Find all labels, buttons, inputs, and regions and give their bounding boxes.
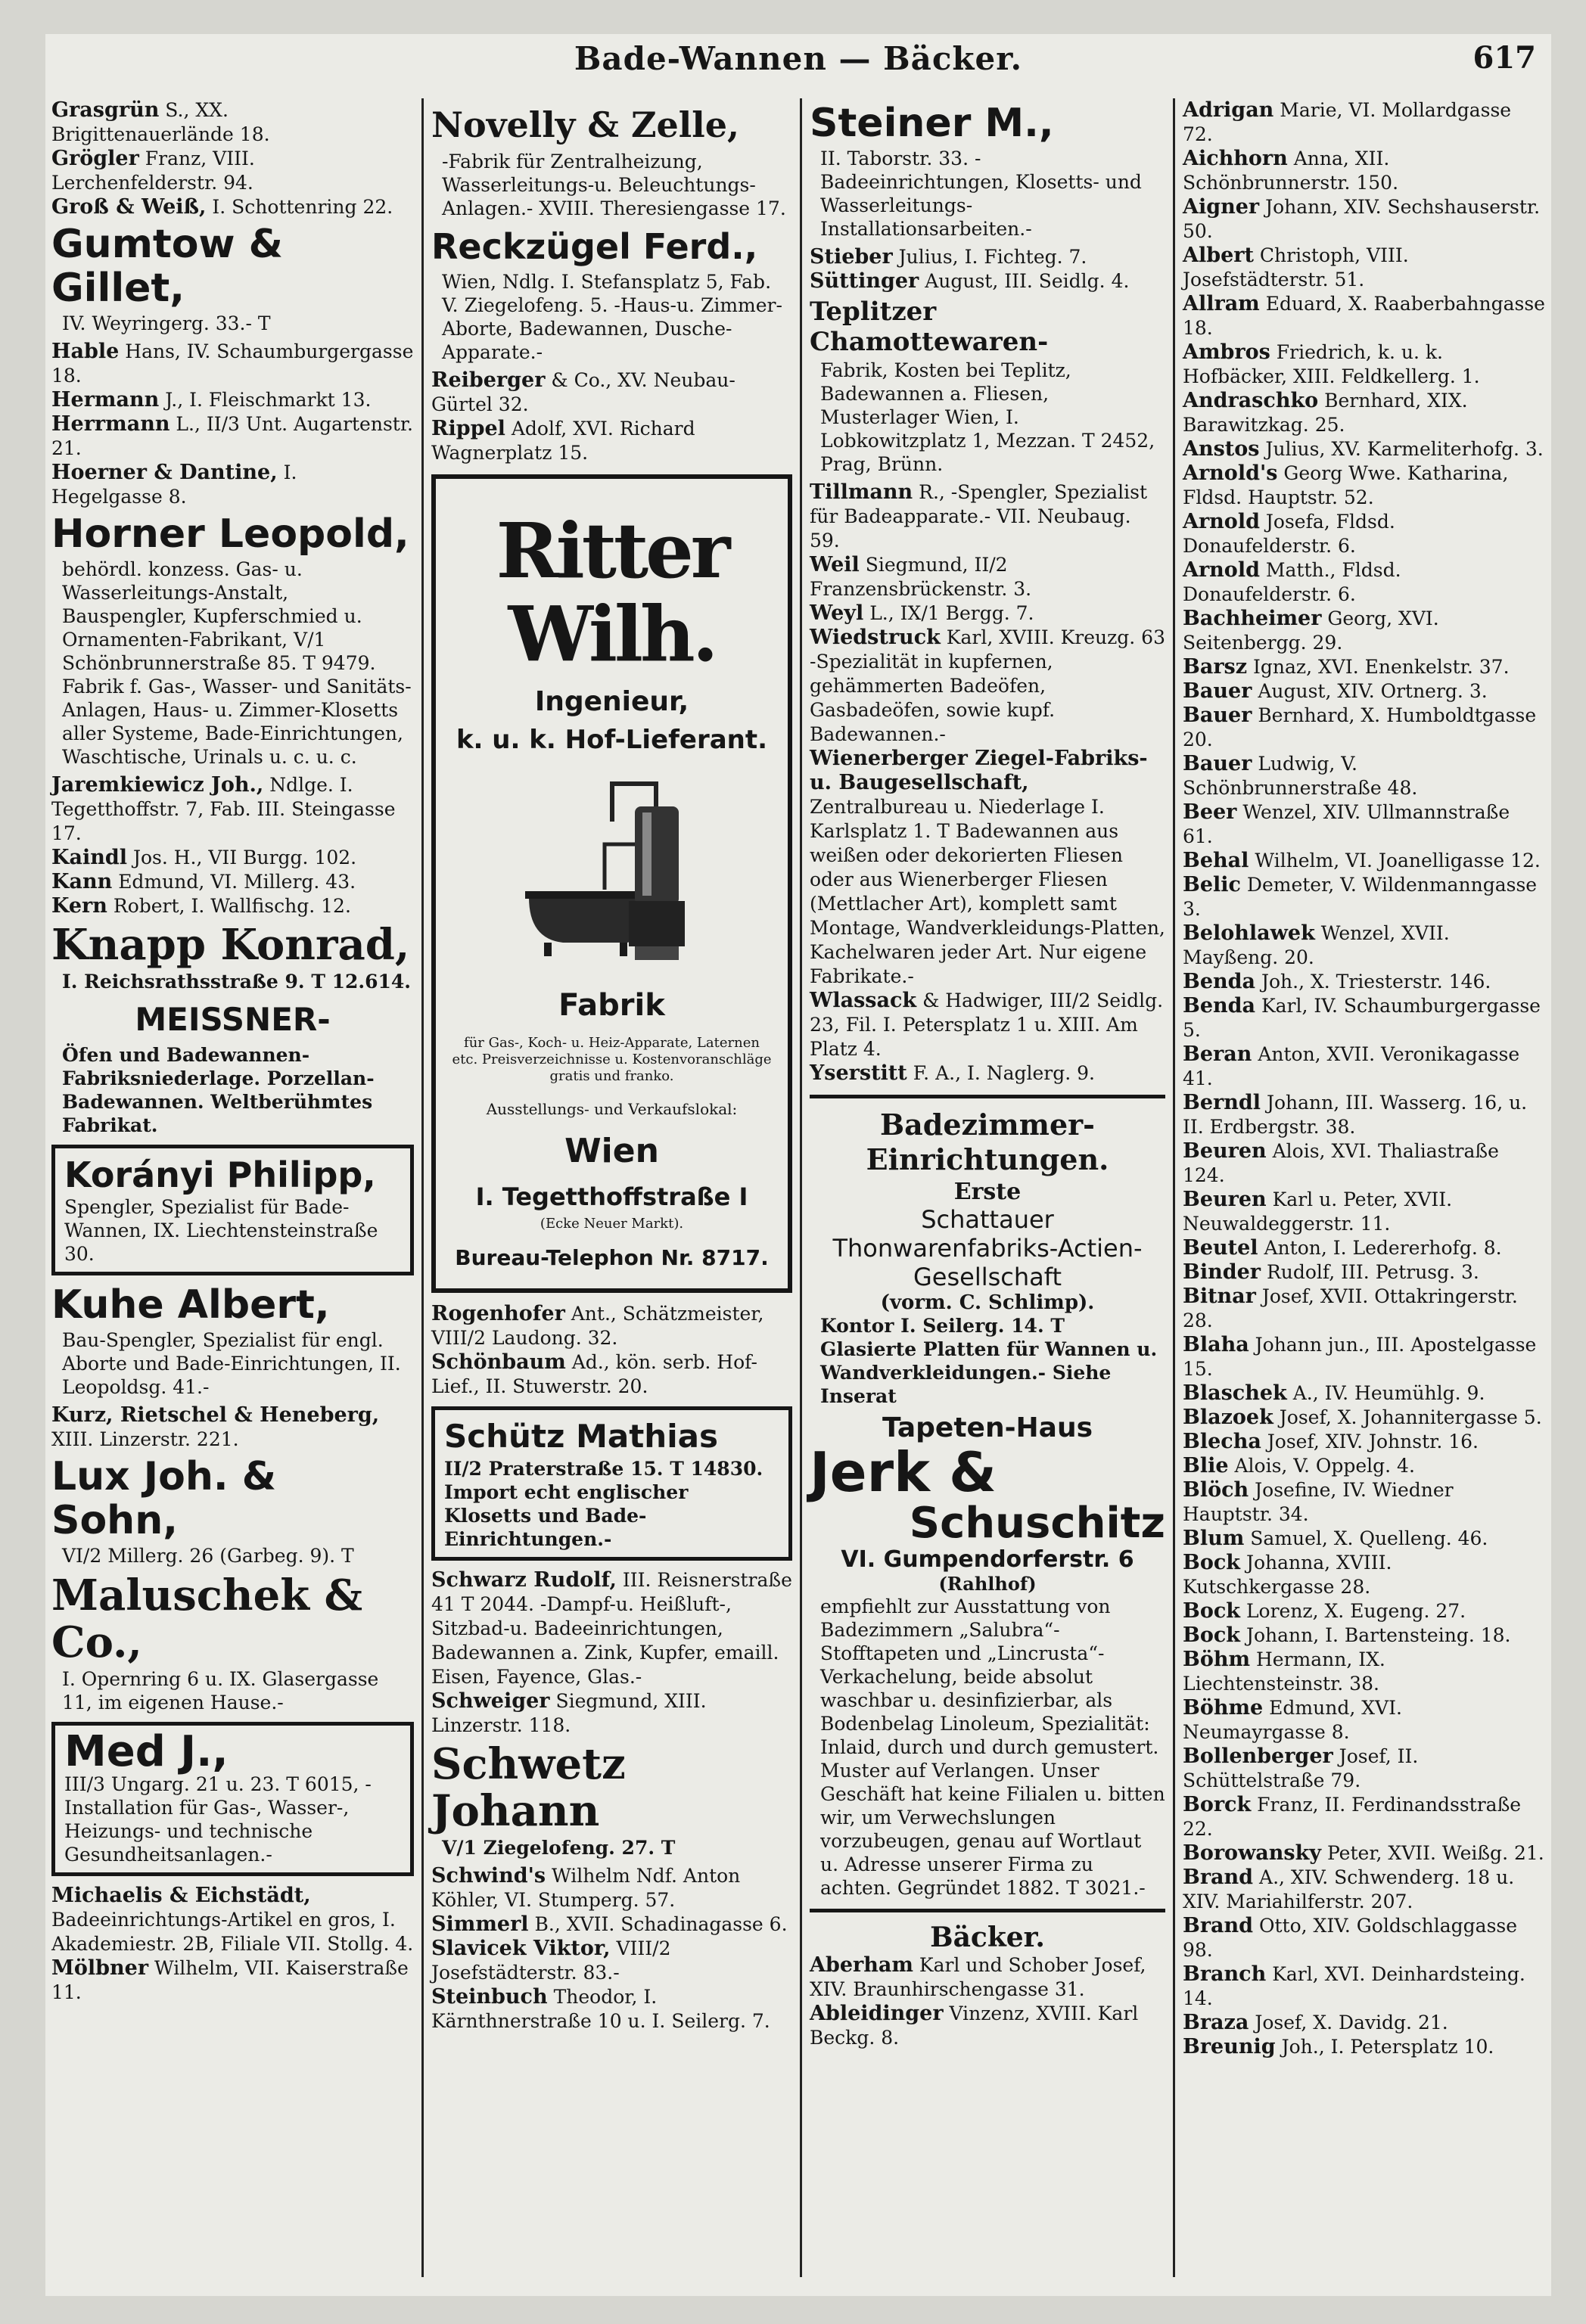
listing-entry: Blecha Josef, XIV. Johnstr. 16. <box>1183 1430 1479 1453</box>
ad-text: Kontor I. Seilerg. 14. T Glasierte Platten für Wannen u. Wandverkleidungen.- Siehe Inserat <box>820 1315 1158 1407</box>
section-heading-badezimmer: Badezimmer-Einrichtungen. <box>866 1108 1109 1176</box>
ad-subtitle: Ingenieur, <box>534 686 689 717</box>
ad-subtitle: k. u. k. Hof-Lieferant. <box>456 725 768 755</box>
ad-box-med <box>51 1722 414 1876</box>
listing-entry: Binder Rudolf, III. Petrusg. 3. <box>1183 1260 1479 1284</box>
listing-entry: Beutel Anton, I. Ledererhofg. 8. <box>1183 1236 1502 1260</box>
listing-entry: Brand A., XIV. Schwenderg. 18 u. XIV. Mariahilferstr. 207. <box>1183 1866 1515 1912</box>
listing-entry: Reiberger & Co., XV. Neubau-Gürtel 32. <box>431 368 735 415</box>
page-number: 617 <box>1472 40 1536 76</box>
ad-text: behördl. konzess. Gas- u. Wasserleitungs-Anstalt, Bauspengler, Kupferschmied u. Ornamenten-Fabrikant, V/1 Schönbrunnerstraße 85. T 9479. Fabrik f. Gas-, Wasser- und Sanitäts-Anlagen, Haus- u. Zimmer-Klosetts aller Systeme, Bade-Einrichtungen, Waschtische, Urinals u. c. u. c. <box>62 558 412 768</box>
ad-phone: Bureau-Telephon Nr. 8717. <box>455 1245 769 1270</box>
ad-heading: Ritter Wilh. <box>496 506 728 679</box>
listing-entry: Groß & Weiß, I. Schottenring 22. <box>51 195 393 219</box>
ad-heading: Fabrik <box>558 988 665 1023</box>
section-divider <box>810 1909 1165 1912</box>
section-heading-baecker: Bäcker. <box>930 1922 1045 1953</box>
ad-text: empfiehlt zur Ausstattung von Badezimmern „Salubra“-Stofftapeten und „Lincrusta“-Verkachelung, beide absolut waschbar u. desinfizierbar, als Bodenbelag Linoleum, Spezialität: Inlaid, durch und durch gemustert. Muster auf Verlangen. Unser Geschäft hat keine Filialen u. bitten wir, um Verwechslungen vorzubeugen, genau auf Wortlaut u. Adresse unserer Firma zu achten. Gegründet 1882. T 3021.- <box>820 1595 1165 1899</box>
boiler-bathtub-illustration <box>521 776 703 965</box>
ad-heading-schuschitz: Schuschitz <box>909 1499 1165 1548</box>
listing-entry: Grögler Franz, VIII. Lerchenfelderstr. 94. <box>51 147 255 194</box>
ad-text: I. Opernring 6 u. IX. Glasergasse 11, im eigenen Hause.- <box>62 1668 379 1713</box>
ad-text: (vorm. C. Schlimp). <box>880 1291 1095 1314</box>
listing-entry: Breunig Joh., I. Petersplatz 10. <box>1183 2035 1494 2058</box>
listing-entry: Aigner Johann, XIV. Sechshauserstr. 50. <box>1183 195 1541 242</box>
listing-entry: Bauer August, XIV. Ortnerg. 3. <box>1183 679 1488 703</box>
ad-heading-schattauer: Schattauer Thonwarenfabriks-Actien-Gesellschaft <box>832 1205 1143 1291</box>
listing-entry: Blaschek A., IV. Heumühlg. 9. <box>1183 1381 1485 1405</box>
ad-heading-teplitzer: Teplitzer Chamottewaren- <box>810 297 1049 357</box>
listing-entry: Hable Hans, IV. Schaumburgergasse 18. <box>51 340 414 387</box>
listing-entry: Bachheimer Georg, XVI. Seitenbergg. 29. <box>1183 607 1439 654</box>
ad-text: Erste <box>953 1179 1022 1205</box>
listing-entry: Bock Lorenz, X. Eugeng. 27. <box>1183 1599 1466 1623</box>
column-4 <box>1177 98 1551 2285</box>
listing-entry: Benda Karl, IV. Schaumburgergasse 5. <box>1183 994 1541 1041</box>
listing-entry: Bollenberger Josef, II. Schüttelstraße 79. <box>1183 1745 1419 1791</box>
ad-city: Wien <box>564 1132 659 1170</box>
listing-entry: Süttinger August, III. Seidlg. 4. <box>810 269 1130 293</box>
listing-entry: Jaremkiewicz Joh., Ndlge. I. Tegetthoffstr. 7, Fab. III. Steingasse 17. <box>51 773 396 844</box>
listing-entry: Schwind's Wilhelm Ndf. Anton Köhler, VI. Stumperg. 57. <box>431 1864 741 1911</box>
ad-heading-lux: Lux Joh. & Sohn, <box>51 1454 277 1543</box>
ad-heading-gumtow: Gumtow & Gillet, <box>51 222 283 311</box>
baker-listing <box>1183 98 1545 2059</box>
listing-entry: Tillmann R., -Spengler, Spezialist für Badeapparate.- VII. Neubaug. 59. <box>810 480 1148 551</box>
listing-entry: Bitnar Josef, XVII. Ottakringerstr. 28. <box>1183 1285 1518 1331</box>
ad-heading-knapp: Knapp Konrad, <box>51 920 410 970</box>
listing-entry: Beer Wenzel, XIV. Ullmannstraße 61. <box>1183 800 1510 847</box>
ad-heading-kuhe: Kuhe Albert, <box>51 1282 330 1328</box>
column-1 <box>45 98 420 2285</box>
listing-entry: Blum Samuel, X. Quelleng. 46. <box>1183 1527 1488 1550</box>
listing-entry: Blie Alois, V. Oppelg. 4. <box>1183 1454 1415 1477</box>
ad-box-schuetz <box>431 1406 792 1561</box>
listing-entry: Brand Otto, XIV. Goldschlaggasse 98. <box>1183 1914 1518 1961</box>
ad-text: -Fabrik für Zentralheizung, Wasserleitungs-u. Beleuchtungs-Anlagen.- XVIII. Theresiengasse 17. <box>442 151 786 219</box>
listing-entry: Hoerner & Dantine, I. Hegelgasse 8. <box>51 461 297 508</box>
column-rule <box>1173 98 1175 2277</box>
listing-entry: Schweiger Siegmund, XIII. Linzerstr. 118. <box>431 1689 707 1736</box>
listing-entry: Andraschko Bernhard, XIX. Barawitzkag. 25. <box>1183 389 1468 436</box>
listing-entry: Arnold's Georg Wwe. Katharina, Fldsd. Hauptstr. 52. <box>1183 461 1509 508</box>
ad-heading-steiner: Steiner M., <box>810 101 1054 146</box>
listing-entry: Wienerberger Ziegel-Fabriks- u. Baugesellschaft, Zentralbureau u. Niederlage I. Karlsplatz 1. T Badewannen aus weißen oder dekorierten Fliesen oder aus Wienerberger Fliesen (Mettlacher Art), komplett samt Montage, Wandverkleidungs-Platten, Kachelwaren jeder Art. Nur eigene Fabrikate.- <box>810 747 1165 987</box>
ad-text: Fabrik, Kosten bei Teplitz, Badewannen a. Fliesen, Musterlager Wien, I. Lobkowitzplatz 1, Mezzan. T 2452, Prag, Brünn. <box>820 359 1155 475</box>
listing-entry: Kaindl Jos. H., VII Burgg. 102. <box>51 846 357 869</box>
ad-heading-horner: Horner Leopold, <box>51 511 409 557</box>
ad-text: (Ecke Neuer Markt). <box>540 1216 684 1232</box>
listing-entry: Ableidinger Vinzenz, XVIII. Karl Beckg. 8. <box>810 2002 1139 2049</box>
listing-entry: Kann Edmund, VI. Millerg. 43. <box>51 870 356 893</box>
listing-entry: Rogenhofer Ant., Schätzmeister, VIII/2 Laudong. 32. <box>431 1302 764 1349</box>
ad-box-koranyi <box>51 1145 414 1275</box>
section-divider <box>810 1095 1165 1098</box>
listing-entry: Mölbner Wilhelm, VII. Kaiserstraße 11. <box>51 1956 409 2003</box>
listing-entry: Anstos Julius, XV. Karmeliterhofg. 3. <box>1183 437 1544 461</box>
listing-entry: Borowansky Peter, XVII. Weißg. 21. <box>1183 1841 1544 1865</box>
listing-entry: Allram Eduard, X. Raaberbahngasse 18. <box>1183 292 1545 339</box>
directory-page <box>45 34 1551 2296</box>
listing-entry: Benda Joh., X. Triesterstr. 146. <box>1183 970 1491 993</box>
listing-entry: Wiedstruck Karl, XVIII. Kreuzg. 63 -Spezialität in kupfernen, gehämmerten Badeöfen, Gasbadeöfen, sowie kupf. Badewannen.- <box>810 626 1165 745</box>
column-2 <box>425 98 798 2285</box>
listing-entry: Belic Demeter, V. Wildenmanngasse 3. <box>1183 873 1538 920</box>
page-title: Bade-Wannen — Bäcker. <box>574 40 1023 77</box>
listing-entry: Behal Wilhelm, VI. Joanelligasse 12. <box>1183 849 1541 872</box>
listing-entry: Wlassack & Hadwiger, III/2 Seidlg. 23, Fil. I. Petersplatz 1 u. XIII. Am Platz 4. <box>810 989 1164 1060</box>
listing-entry: Böhm Hermann, IX. Liechtensteinstr. 38. <box>1183 1648 1385 1695</box>
listing-entry: Braza Josef, X. Davidg. 21. <box>1183 2011 1448 2034</box>
listing-entry: Herrmann L., II/3 Unt. Augartenstr. 21. <box>51 412 413 459</box>
page-header <box>45 34 1551 87</box>
listing-entry: Kurz, Rietschel & Heneberg, XIII. Linzerstr. 221. <box>51 1403 380 1450</box>
listing-entry: Schönbaum Ad., kön. serb. Hof-Lief., II. Stuwerstr. 20. <box>431 1350 757 1397</box>
listing-entry: Branch Karl, XVI. Deinhardsteing. 14. <box>1183 1962 1525 2009</box>
ad-text: Spengler, Spezialist für Bade-Wannen, IX. Liechtensteinstraße 30. <box>64 1196 378 1265</box>
ad-text: I. Reichsrathsstraße 9. T 12.614. <box>62 971 412 993</box>
ad-text: VI/2 Millerg. 26 (Garbeg. 9). T <box>62 1545 354 1567</box>
listing-entry: Yserstitt F. A., I. Naglerg. 9. <box>810 1061 1096 1085</box>
ad-heading-jerk: Jerk & <box>810 1440 997 1504</box>
ad-address: I. Tegetthoffstraße I <box>475 1182 748 1211</box>
ad-text: IV. Weyringerg. 33.- T <box>62 312 271 334</box>
listing-entry: Rippel Adolf, XVI. Richard Wagnerplatz 15. <box>431 417 695 464</box>
listing-entry: Weyl L., IX/1 Bergg. 7. <box>810 601 1034 625</box>
ad-text: Bau-Spengler, Spezialist für engl. Aborte und Bade-Einrichtungen, II. Leopoldsg. 41.- <box>62 1329 401 1398</box>
ad-text: II/2 Praterstraße 15. T 14830. Import echt englischer Klosetts und Bade-Einrichtungen.- <box>444 1458 763 1550</box>
listing-entry: Slavicek Viktor, VIII/2 Josefstädterstr. 83.- <box>431 1937 671 1984</box>
listing-entry: Borck Franz, II. Ferdinandsstraße 22. <box>1183 1793 1522 1840</box>
listing-entry: Arnold Josefa, Fldsd. Donaufelderstr. 6. <box>1183 510 1395 557</box>
ad-text: II. Taborstr. 33. -Badeeinrichtungen, Klosetts- und Wasserleitungs-Installationsarbeiten.- <box>820 148 1142 240</box>
column-3 <box>804 98 1171 2285</box>
listing-entry: Belohlawek Wenzel, XVII. Mayßeng. 20. <box>1183 921 1450 968</box>
listing-entry: Blazoek Josef, X. Johannitergasse 5. <box>1183 1406 1542 1429</box>
ad-heading-maluschek: Maluschek & Co., <box>51 1571 363 1667</box>
listing-entry: Simmerl B., XVII. Schadinagasse 6. <box>431 1912 788 1936</box>
ad-heading: Schütz Mathias <box>444 1418 718 1455</box>
ad-heading-reckzuegel: Reckzügel Ferd., <box>431 226 758 267</box>
ad-heading-schwetz: Schwetz Johann <box>431 1739 626 1836</box>
listing-entry: Beran Anton, XVII. Veronikagasse 41. <box>1183 1042 1520 1089</box>
listing-entry: Bock Johann, I. Bartensteing. 18. <box>1183 1623 1511 1647</box>
ad-heading: Med J., <box>64 1727 229 1776</box>
listing-entry: Berndl Johann, III. Wasserg. 16, u. II. Erdbergstr. 38. <box>1183 1091 1528 1138</box>
ad-heading-tapeten: Tapeten-Haus <box>882 1412 1093 1443</box>
listing-entry: Böhme Edmund, XVI. Neumayrgasse 8. <box>1183 1696 1402 1743</box>
ad-heading-novelly: Novelly & Zelle, <box>431 104 740 145</box>
listing-entry: Schwarz Rudolf, III. Reisnerstraße 41 T 2044. -Dampf-u. Heißluft-, Sitzbad-u. Badeeinrichtungen, Badewannen a. Zink, Kupfer, emaill. Eisen, Fayence, Glas.- <box>431 1568 792 1688</box>
listing-entry: Adrigan Marie, VI. Mollardgasse 72. <box>1183 98 1512 145</box>
listing-entry: Blaha Johann jun., III. Apostelgasse 15. <box>1183 1333 1537 1380</box>
ad-box-ritter <box>431 474 792 1293</box>
listing-entry: Stieber Julius, I. Fichteg. 7. <box>810 245 1087 269</box>
listing-entry: Weil Siegmund, II/2 Franzensbrückenstr. 3. <box>810 553 1032 600</box>
ad-text: (Rahlhof) <box>938 1573 1037 1595</box>
ad-text: Öfen und Badewannen-Fabriksniederlage. Porzellan-Badewannen. Weltberühmtes Fabrikat. <box>62 1044 375 1136</box>
listing-entry: Arnold Matth., Fldsd. Donaufelderstr. 6. <box>1183 558 1401 605</box>
listing-entry: Beuren Karl u. Peter, XVII. Neuwaldeggerstr. 11. <box>1183 1188 1453 1235</box>
column-rule <box>421 98 424 2277</box>
ad-address: VI. Gumpendorferstr. 6 <box>841 1546 1134 1573</box>
listing-entry: Hermann J., I. Fleischmarkt 13. <box>51 388 372 412</box>
listing-entry: Blöch Josefine, IV. Wiedner Hauptstr. 34. <box>1183 1478 1454 1525</box>
listing-entry: Grasgrün S., XX. Brigittenauerlände 18. <box>51 98 270 145</box>
ad-text: Ausstellungs- und Verkaufslokal: <box>486 1100 738 1118</box>
listing-entry: Kern Robert, I. Wallfischg. 12. <box>51 894 351 918</box>
listing-entry: Steinbuch Theodor, I. Kärnthnerstraße 10 u. I. Seilerg. 7. <box>431 1985 770 2032</box>
ad-text: für Gas-, Koch- u. Heiz-Apparate, Laternen etc. Preisverzeichnisse u. Kostenvoranschläge gratis und franko. <box>452 1035 772 1084</box>
listing-entry: Bauer Ludwig, V. Schönbrunnerstraße 48. <box>1183 752 1418 799</box>
listing-entry: Aberham Karl und Schober Josef, XIV. Braunhirschengasse 31. <box>810 1953 1146 2000</box>
ad-text: III/3 Ungarg. 21 u. 23. T 6015, -Installation für Gas-, Wasser-, Heizungs- und technische Gesundheitsanlagen.- <box>64 1773 372 1866</box>
listing-entry: Bock Johanna, XVIII. Kutschkergasse 28. <box>1183 1551 1392 1598</box>
ad-text: V/1 Ziegelofeng. 27. T <box>442 1837 676 1859</box>
listing-entry: Michaelis & Eichstädt, Badeeinrichtungs-Artikel en gros, I. Akademiestr. 2B, Filiale VII. Stollg. 4. <box>51 1884 414 1955</box>
ad-heading: Korányi Philipp, <box>64 1154 376 1195</box>
listing-entry: Aichhorn Anna, XII. Schönbrunnerstr. 150. <box>1183 147 1399 194</box>
listing-entry: Beuren Alois, XVI. Thaliastraße 124. <box>1183 1139 1499 1186</box>
ad-heading-meissner: MEISSNER- <box>135 1001 331 1038</box>
listing-entry: Albert Christoph, VIII. Josefstädterstr. 51. <box>1183 244 1409 290</box>
listing-entry: Bauer Bernhard, X. Humboldtgasse 20. <box>1183 704 1537 750</box>
listing-entry: Barsz Ignaz, XVI. Enenkelstr. 37. <box>1183 655 1510 679</box>
listing-entry: Ambros Friedrich, k. u. k. Hofbäcker, XIII. Feldkellerg. 1. <box>1183 340 1480 387</box>
ad-text: Wien, Ndlg. I. Stefansplatz 5, Fab. V. Ziegelofeng. 5. -Haus-u. Zimmer-Aborte, Badewannen, Dusche-Apparate.- <box>442 271 782 363</box>
column-rule <box>800 98 802 2277</box>
